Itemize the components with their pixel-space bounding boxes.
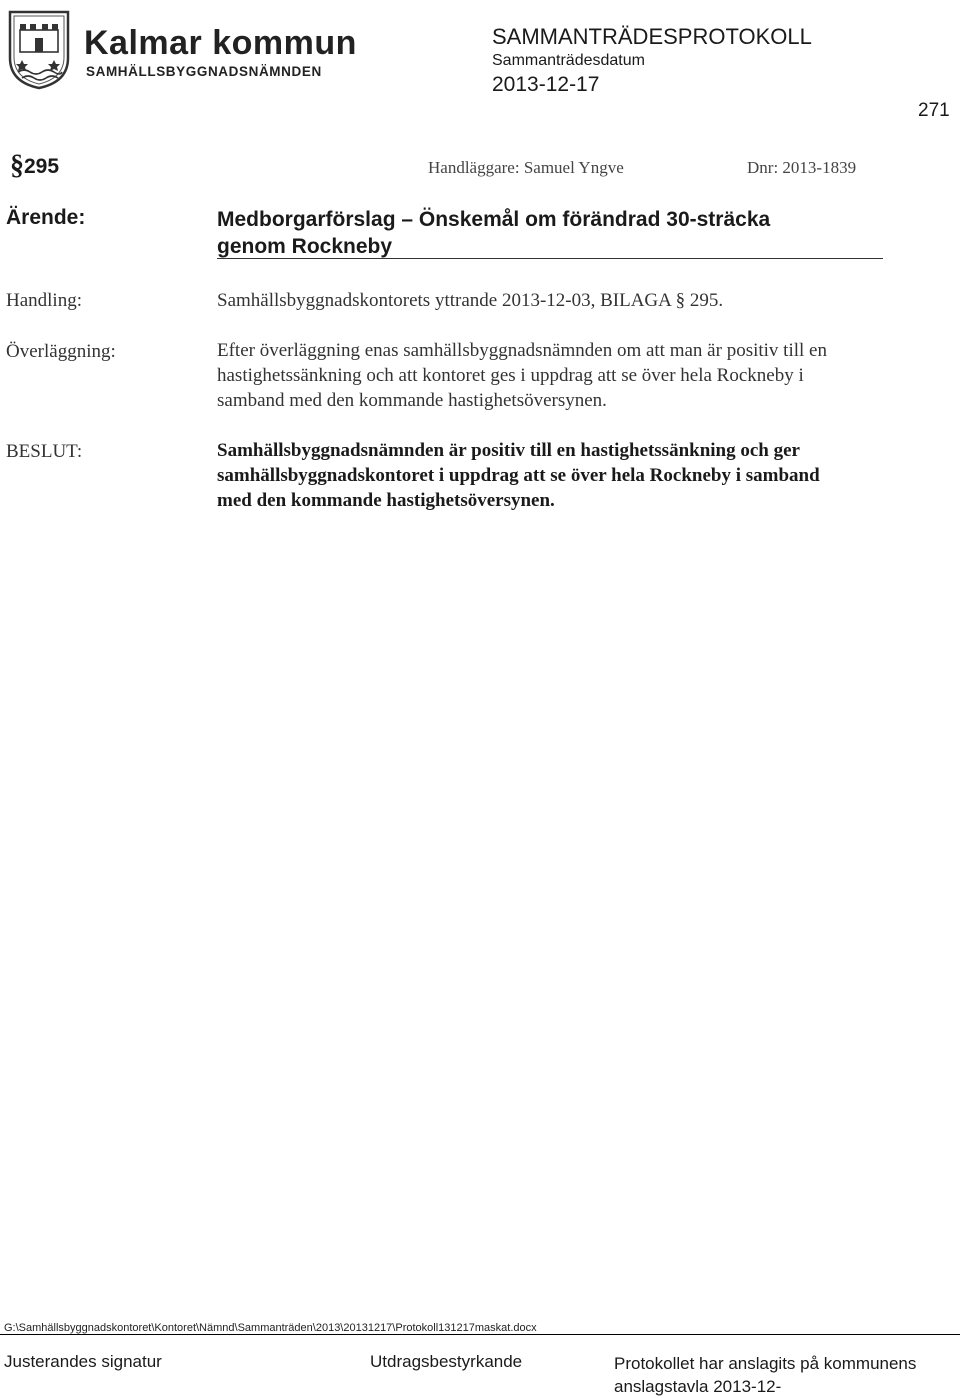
arende-title-line: genom Rockneby	[217, 235, 393, 258]
footer-divider	[0, 1334, 960, 1335]
paragraph-line: Efter överläggning enas samhällsbyggnadsnämnden om att man är positiv till en	[217, 340, 827, 361]
divider	[217, 258, 883, 259]
org-department: SAMHÄLLSBYGGNADSNÄMNDEN	[86, 64, 322, 79]
beslut-text	[217, 438, 947, 513]
overlaggning-label: Överläggning:	[6, 341, 116, 362]
section-mark: §	[10, 150, 24, 181]
posting-notice-line: Protokollet har anslagits på kommunens	[614, 1354, 917, 1373]
beslut-label: BESLUT:	[6, 441, 83, 462]
certification-label: Utdragsbestyrkande	[370, 1352, 523, 1371]
org-name: Kalmar kommun	[84, 24, 357, 62]
arende-label: Ärende:	[6, 206, 86, 229]
paragraph-line: med den kommande hastighetsöversynen.	[217, 490, 555, 511]
date-label: Sammanträdesdatum	[492, 52, 645, 69]
paragraph-line: samband med den kommande hastighetsöversynen.	[217, 390, 607, 411]
diary-number: Dnr: 2013-1839	[747, 158, 857, 177]
document-type: SAMMANTRÄDESPROTOKOLL	[492, 24, 812, 49]
arende-title	[217, 206, 770, 260]
date-value: 2013-12-17	[492, 73, 600, 96]
page-number: 271	[918, 100, 950, 121]
posting-notice	[614, 1352, 916, 1398]
kalmar-coat-of-arms-icon	[8, 8, 70, 90]
handlaggare: Handläggare: Samuel Yngve	[428, 158, 624, 177]
paragraph-line: samhällsbyggnadskontoret i uppdrag att se över hela Rockneby i samband	[217, 465, 820, 486]
handling-text: Samhällsbyggnadskontorets yttrande 2013-12-03, BILAGA § 295.	[217, 290, 724, 311]
signature-label: Justerandes signatur	[4, 1352, 162, 1371]
handling-label: Handling:	[6, 290, 82, 311]
section-number: 295	[24, 155, 60, 178]
posting-notice-line: anslagstavla 2013-12-	[614, 1377, 782, 1396]
paragraph-line: Samhällsbyggnadsnämnden är positiv till en hastighetssänkning och ger	[217, 440, 800, 461]
paragraph-line: hastighetssänkning och att kontoret ges i uppdrag att se över hela Rockneby i	[217, 365, 804, 386]
overlaggning-text	[217, 338, 937, 413]
file-path: G:\Samhällsbyggnadskontoret\Kontoret\Nämnd\Sammanträden\2013\20131217\Protokoll131217maskat.docx	[4, 1322, 537, 1334]
arende-title-line: Medborgarförslag – Önskemål om förändrad 30-sträcka	[217, 208, 771, 231]
